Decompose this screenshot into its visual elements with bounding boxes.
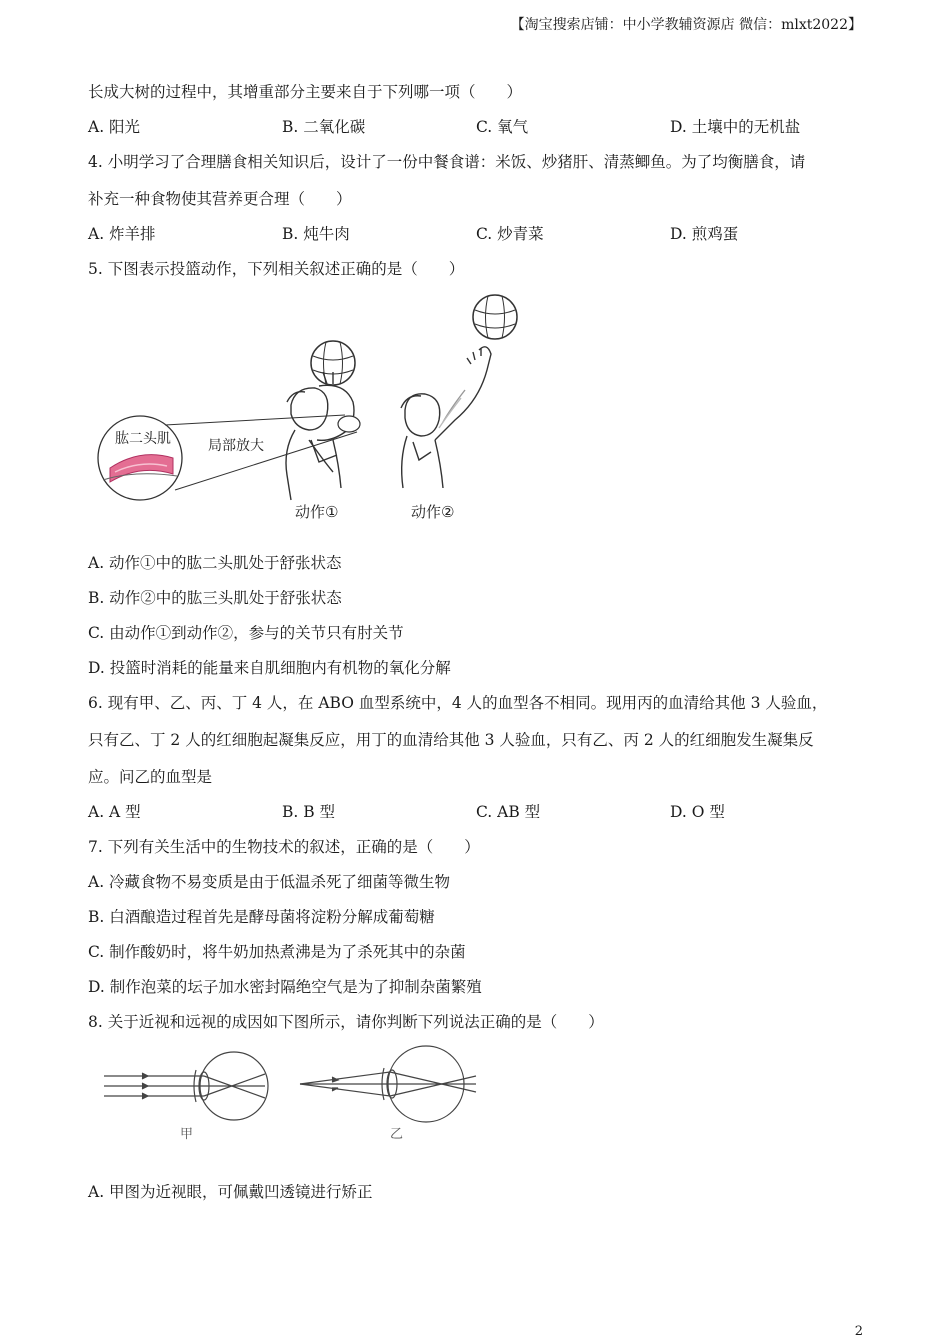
q7-option-c: C. 制作酸奶时，将牛奶加热煮沸是为了杀死其中的杂菌 bbox=[88, 943, 466, 961]
q4-option-d: D. 煎鸡蛋 bbox=[670, 225, 739, 243]
q6-option-b: B. B 型 bbox=[282, 803, 336, 821]
q6-stem-line-1: 6. 现有甲、乙、丙、丁 4 人，在 ABO 血型系统中，4 人的血型各不相同。现用丙的血清给其他 3 人验血， bbox=[88, 694, 828, 712]
page-header: 【淘宝搜索店铺：中小学教辅资源店 微信：mlxt2022】 bbox=[510, 17, 862, 33]
q8-option-a: A. 甲图为近视眼，可佩戴凹透镜进行矫正 bbox=[88, 1183, 373, 1201]
label-jia: 甲 bbox=[180, 1127, 194, 1142]
page-number: 2 bbox=[854, 1324, 863, 1339]
q4-stem-line-2: 补充一种食物使其营养更合理（ ） bbox=[88, 190, 352, 208]
q4-option-a: A. 炸羊排 bbox=[88, 225, 156, 243]
q6-option-d: D. O 型 bbox=[670, 803, 725, 821]
q3-stem-tail: 长成大树的过程中，其增重部分主要来自于下列哪一项（ ） bbox=[88, 83, 523, 101]
q3-option-a: A. 阳光 bbox=[88, 118, 141, 136]
zoom-label: 局部放大 bbox=[208, 438, 264, 454]
biceps-label: 肱二头肌 bbox=[115, 431, 171, 447]
q5-stem: 5. 下图表示投篮动作，下列相关叙述正确的是（ ） bbox=[88, 260, 465, 278]
q7-option-d: D. 制作泡菜的坛子加水密封隔绝空气是为了抑制杂菌繁殖 bbox=[88, 978, 482, 996]
q8-stem: 8. 关于近视和远视的成因如下图所示，请你判断下列说法正确的是（ ） bbox=[88, 1013, 604, 1031]
eye-yi bbox=[300, 1046, 476, 1122]
basketball-shooting-figure bbox=[95, 290, 535, 530]
q3-option-d: D. 土壤中的无机盐 bbox=[670, 118, 801, 136]
action-1-label: 动作① bbox=[295, 503, 339, 521]
player-2 bbox=[401, 347, 491, 488]
q5-option-c: C. 由动作①到动作②，参与的关节只有肘关节 bbox=[88, 624, 404, 642]
q6-stem-line-3: 应。问乙的血型是 bbox=[88, 768, 213, 786]
q5-option-d: D. 投篮时消耗的能量来自肌细胞内有机物的氧化分解 bbox=[88, 659, 451, 677]
q6-option-c: C. AB 型 bbox=[476, 803, 541, 821]
action-2-label: 动作② bbox=[411, 503, 455, 521]
muscle-zoom-circle bbox=[98, 416, 182, 500]
q7-option-b: B. 白酒酿造过程首先是酵母菌将淀粉分解成葡萄糖 bbox=[88, 908, 435, 926]
eye-jia bbox=[104, 1052, 268, 1120]
basketball-2 bbox=[473, 295, 517, 339]
label-yi: 乙 bbox=[390, 1127, 404, 1142]
q4-stem-line-1: 4. 小明学习了合理膳食相关知识后，设计了一份中餐食谱：米饭、炒猪肝、清蒸鲫鱼。为了均衡膳食，请 bbox=[88, 153, 806, 171]
q4-option-b: B. 炖牛肉 bbox=[282, 225, 350, 243]
q7-stem: 7. 下列有关生活中的生物技术的叙述，正确的是（ ） bbox=[88, 838, 480, 856]
q5-option-b: B. 动作②中的肱三头肌处于舒张状态 bbox=[88, 589, 342, 607]
player-1 bbox=[286, 372, 360, 500]
q7-option-a: A. 冷藏食物不易变质是由于低温杀死了细菌等微生物 bbox=[88, 873, 451, 891]
q3-option-b: B. 二氧化碳 bbox=[282, 118, 366, 136]
q6-option-a: A. A 型 bbox=[88, 803, 141, 821]
q3-option-c: C. 氧气 bbox=[476, 118, 529, 136]
q5-option-a: A. 动作①中的肱二头肌处于舒张状态 bbox=[88, 554, 342, 572]
q4-option-c: C. 炒青菜 bbox=[476, 225, 544, 243]
q6-stem-line-2: 只有乙、丁 2 人的红细胞起凝集反应，用丁的血清给其他 3 人验血，只有乙、丙 2 人的红细胞发生凝集反 bbox=[88, 731, 814, 749]
eye-diagrams-figure bbox=[100, 1042, 490, 1148]
